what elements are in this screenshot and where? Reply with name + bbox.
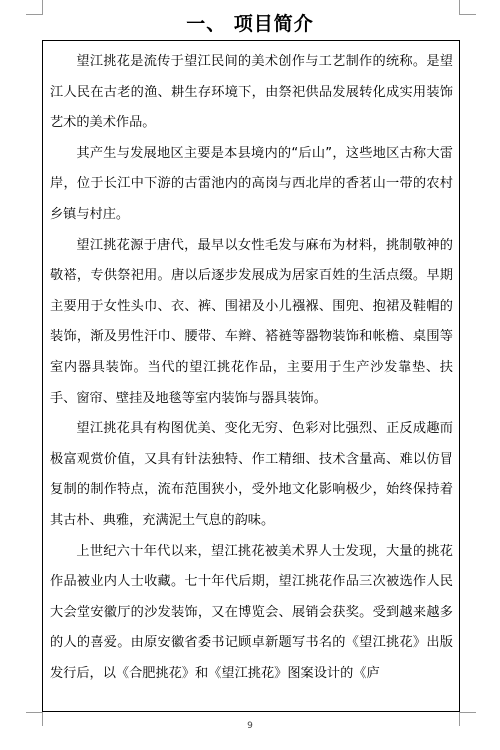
paragraph-1: 望江挑花是流传于望江民间的美术创作与工艺制作的统称。是望江人民在古老的渔、耕生存环境下，由祭祀供品发展转化成实用装饰艺术的美术作品。	[50, 54, 453, 131]
text-frame	[42, 40, 460, 712]
paragraph-5: 上世纪六十年代以来，望江挑花被美术界人士发现，大量的挑花作品被业内人士收藏。七十年代后期，望江挑花作品三次被选作人民大会堂安徽厅的沙发装饰，又在博览会、展销会获奖。受到越来越多的人的喜爱。由原安徽省委书记顾卓新题写书名的《望江挑花》出版发行后，以《合肥挑花》和《望江挑花》图案设计的《庐	[50, 543, 453, 681]
paragraph-3: 望江挑花源于唐代，最早以女性毛发与麻布为材料，挑制敬神的敬褡，专供祭祀用。唐以后逐步发展成为居家百姓的生活点缀。早期主要用于女性头巾、衣、裤、围裙及小儿襁褓、围兜、抱裙及鞋帽的装饰，渐及男性汗巾、腰带、车辫、褡裢等器物装饰和帐檐、桌围等室内器具装饰。当代的望江挑花作品，主要用于生产沙发靠垫、扶手、窗帘、壁挂及地毯等室内装饰与器具装饰。	[50, 237, 453, 406]
paragraph-2: 其产生与发展地区主要是本县境内的“后山”，这些地区古称大雷岸，位于长江中下游的古雷池内的高岗与西北岸的香茗山一带的农村乡镇与村庄。	[50, 145, 453, 222]
paragraph-4: 望江挑花具有构图优美、变化无穷、色彩对比强烈、正反成趣而极富观赏价值，又具有针法独特、作工精细、技术含量高、难以仿冒复制的制作特点，流布范围狭小，受外地文化影响极少，始终保持着其古朴、典雅，充满泥土气息的韵味。	[50, 421, 453, 528]
page-number: 9	[247, 721, 253, 731]
section-heading: 一、 项目简介	[186, 13, 314, 35]
crop-mark-bottom-left-horizontal	[26, 712, 43, 713]
crop-mark-bottom-right-horizontal	[459, 712, 476, 713]
